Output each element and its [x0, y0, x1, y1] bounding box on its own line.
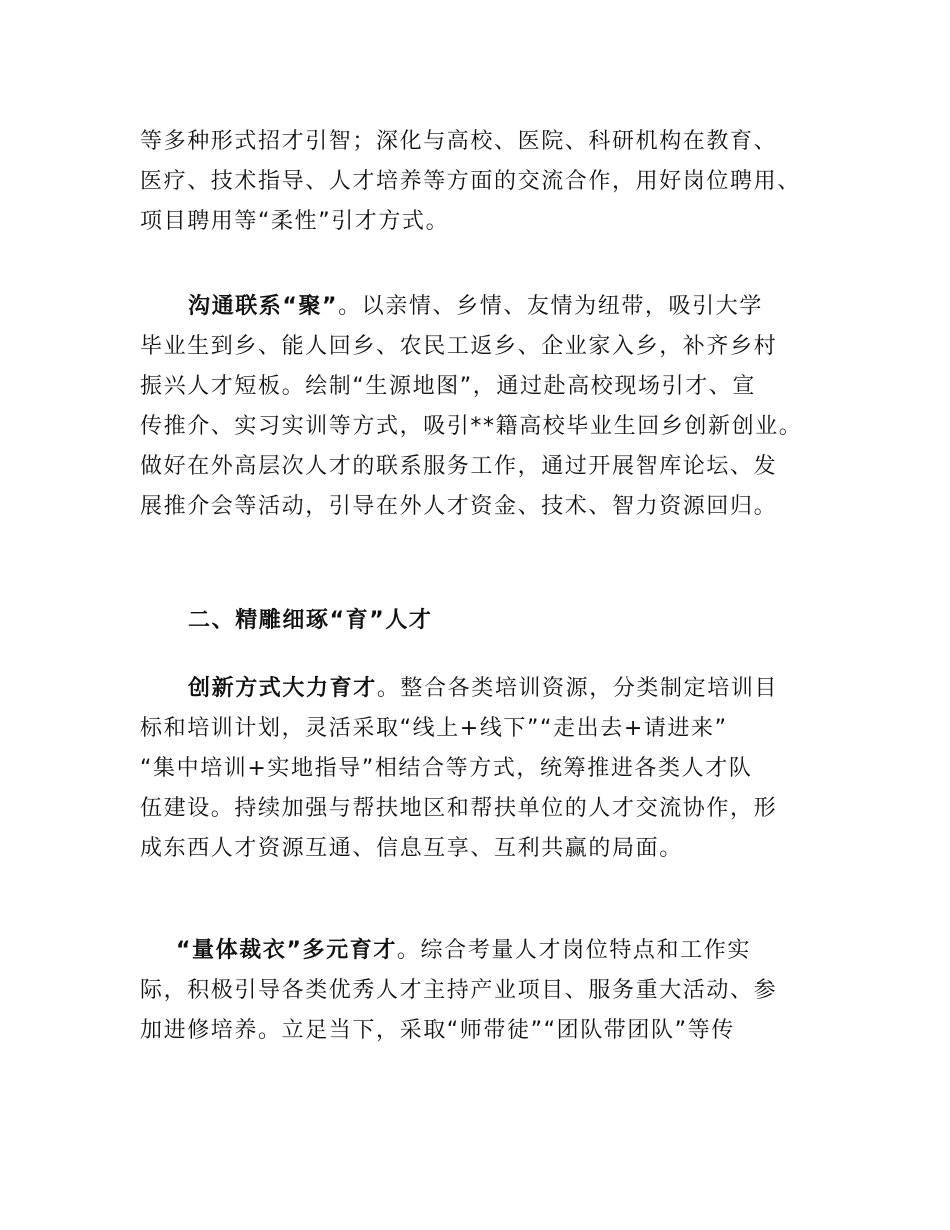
paragraph-lead-title: 创新方式大力育才 [188, 676, 377, 701]
text-line: 伍建设。持续加强与帮扶地区和帮扶单位的人才交流协作，形 [140, 796, 778, 821]
paragraph-innovative-training [140, 669, 830, 869]
section-heading: 二、精雕细琢“育”人才 [188, 608, 433, 633]
text-line-first [140, 931, 830, 971]
text-line: 标和培训计划，灵活采取“线上+线下”“走出去+请进来” [140, 716, 728, 741]
text-line: 等多种形式招才引智；深化与高校、医院、科研机构在教育、 [140, 129, 778, 154]
text-line: 传推介、实习实训等方式，吸引**籍高校毕业生回乡创新创业。 [140, 414, 803, 439]
paragraph-lead-rest: 。整合各类培训资源，分类制定培训目 [376, 676, 779, 701]
paragraph-talent-recruitment-continued [140, 122, 830, 242]
text-line: 做好在外高层次人才的联系服务工作，通过开展智库论坛、发 [140, 454, 778, 479]
text-line: 成东西人才资源互通、信息互享、互利共赢的局面。 [140, 836, 683, 861]
paragraph-communication-contact [140, 287, 830, 527]
text-line: 振兴人才短板。绘制“生源地图”，通过赴高校现场引才、宣 [140, 374, 756, 399]
paragraph-lead-rest: 。综合考量人才岗位特点和工作实 [396, 938, 751, 963]
text-line: 加进修培养。立足当下，采取“师带徒”“团队带团队”等传 [140, 1018, 735, 1043]
text-line: 医疗、技术指导、人才培养等方面的交流合作，用好岗位聘用、 [140, 169, 801, 194]
text-line: 际，积极引导各类优秀人才主持产业项目、服务重大活动、参 [140, 978, 778, 1003]
text-line: “集中培训+实地指导”相结合等方式，统筹推进各类人才队 [140, 756, 753, 781]
paragraph-lead-title: 沟通联系“聚” [188, 294, 339, 319]
paragraph-lead-rest: 。以亲情、乡情、友情为纽带，吸引大学 [338, 294, 763, 319]
text-line: 毕业生到乡、能人回乡、农民工返乡、企业家入乡，补齐乡村 [140, 334, 778, 359]
text-line-first [140, 669, 830, 709]
paragraph-tailored-training [140, 931, 830, 1051]
text-line: 项目聘用等“柔性”引才方式。 [140, 209, 450, 234]
text-line-first [140, 287, 830, 327]
text-line: 展推介会等活动，引导在外人才资金、技术、智力资源回归。 [140, 494, 778, 519]
paragraph-lead-title: “量体裁衣”多元育才 [176, 938, 397, 963]
